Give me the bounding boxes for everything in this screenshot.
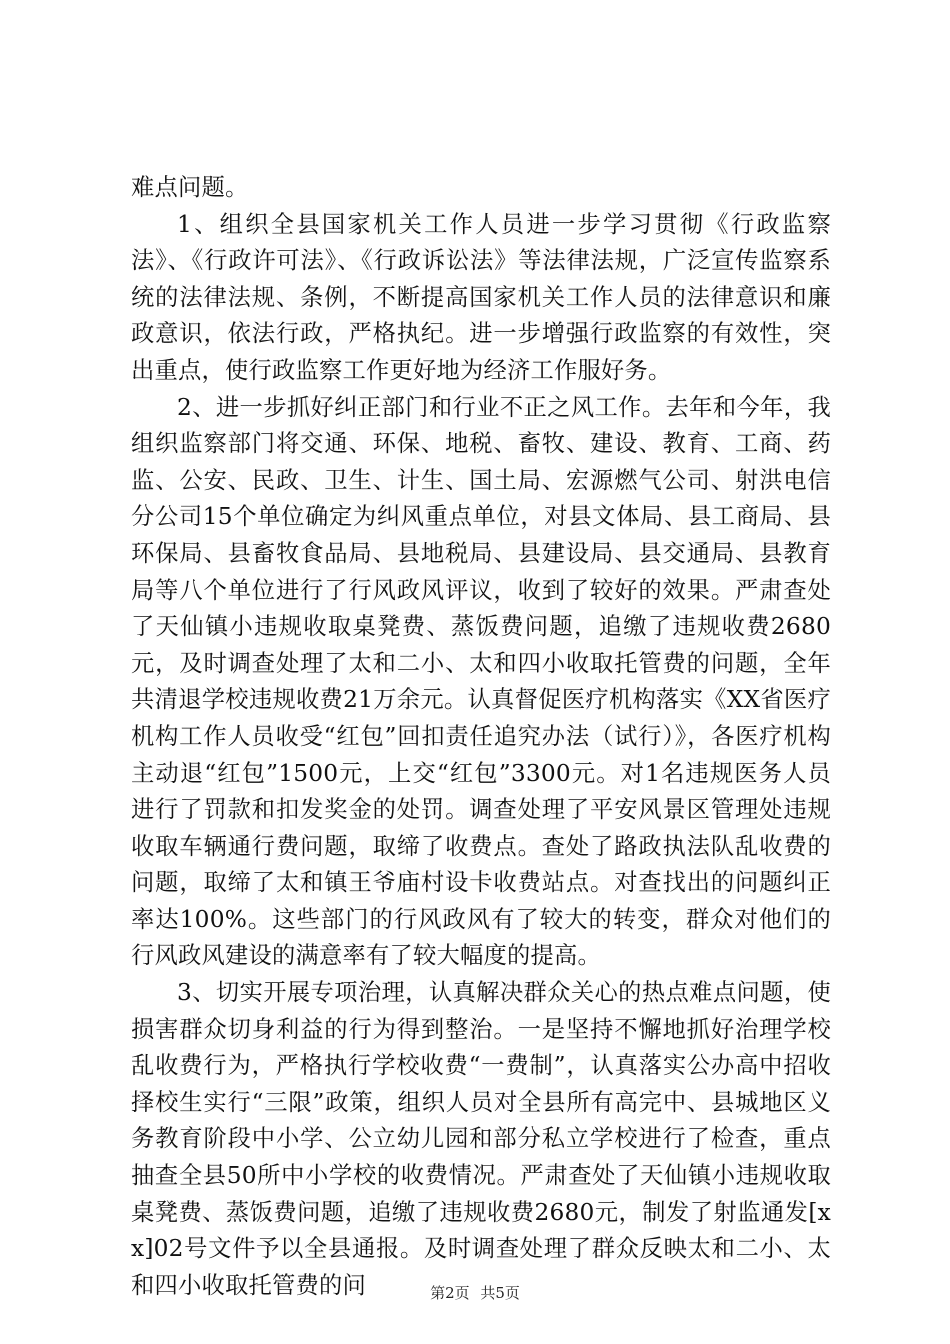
page-total: 共5页 bbox=[480, 1284, 520, 1302]
document-body bbox=[131, 170, 831, 1304]
paragraph-continuation: 难点问题。 bbox=[131, 174, 249, 201]
page-number: 第2页 bbox=[430, 1284, 470, 1302]
paragraph-item-2: 2、进一步抓好纠正部门和行业不正之风工作。去年和今年，我组织监察部门将交通、环保、地税、畜牧、建设、教育、工商、药监、公安、民政、卫生、计生、国土局、宏源燃气公司、射洪电信分公司15个单位确定为纠风重点单位，对县文体局、县工商局、县环保局、县畜牧食品局、县地税局、县建设局、县交通局、县教育局等八个单位进行了行风政风评议，收到了较好的效果。严肃查处了天仙镇小违规收取桌凳费、蒸饭费问题，追缴了违规收费2680元，及时调查处理了太和二小、太和四小收取托管费的问题，全年共清退学校违规收费21万余元。认真督促医疗机构落实《XX省医疗机构工作人员收受“红包”回扣责任追究办法（试行）》，各医疗机构主动退“红包”1500元，上交“红包”3300元。对1名违规医务人员进行了罚款和扣发奖金的处罚。调查处理了平安风景区管理处违规收取车辆通行费问题，取缔了收费点。查处了路政执法队乱收费的问题，取缔了太和镇王爷庙村设卡收费站点。对查找出的问题纠正率达100%。这些部门的行风政风有了较大的转变，群众对他们的行风政风建设的满意率有了较大幅度的提高。 bbox=[131, 393, 831, 970]
page-footer bbox=[0, 1282, 950, 1303]
paragraph-item-3: 3、切实开展专项治理，认真解决群众关心的热点难点问题，使损害群众切身利益的行为得到整治。一是坚持不懈地抓好治理学校乱收费行为，严格执行学校收费“一费制”，认真落实公办高中招收择校生实行“三限”政策，组织人员对全县所有高完中、县城地区义务教育阶段中小学、公立幼儿园和部分私立学校进行了检查，重点抽查全县50所中小学校的收费情况。严肃查处了天仙镇小违规收取桌凳费、蒸饭费问题，追缴了违规收费2680元，制发了射监通发[xx]02号文件予以全县通报。及时调查处理了群众反映太和二小、太和四小收取托管费的问 bbox=[131, 979, 831, 1299]
paragraph-item-1: 1、组织全县国家机关工作人员进一步学习贯彻《行政监察法》、《行政许可法》、《行政诉讼法》等法律法规，广泛宣传监察系统的法律法规、条例，不断提高国家机关工作人员的法律意识和廉政意识，依法行政，严格执纪。进一步增强行政监察的有效性，突出重点，使行政监察工作更好地为经济工作服好务。 bbox=[131, 210, 831, 384]
